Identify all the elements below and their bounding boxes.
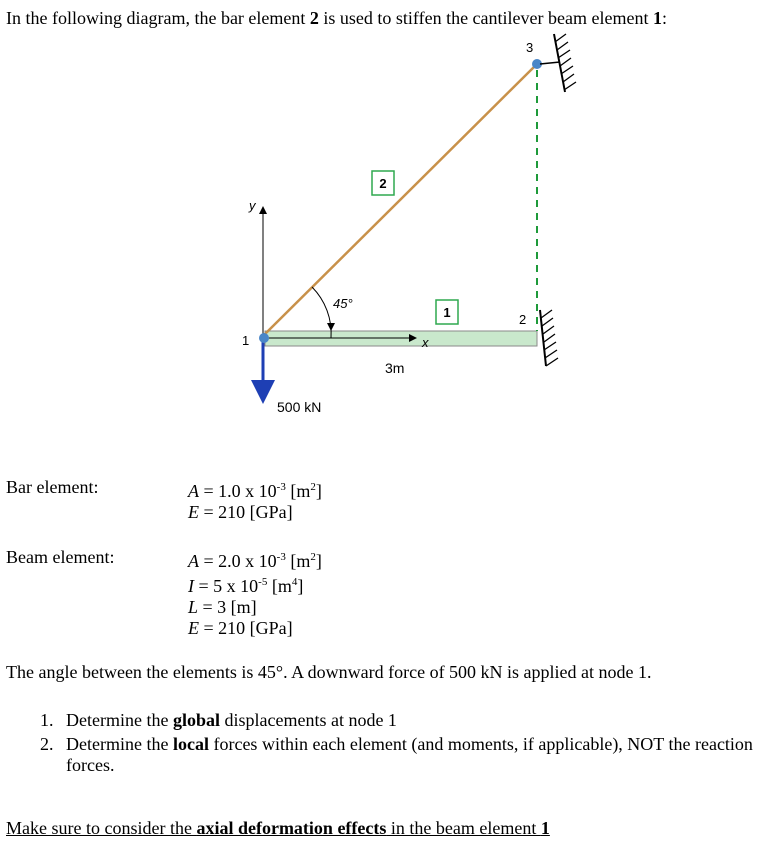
node-1-label: 1 xyxy=(242,333,250,348)
bar-element-heading: Bar element: xyxy=(6,477,99,497)
beam-prop-length: L = 3 [m] xyxy=(188,597,257,617)
deformation-note: Make sure to consider the axial deformation effects in the beam element 1 xyxy=(6,818,550,838)
beam-prop-area: A = 2.0 x $10^{-3}$ $[m^2]$ xyxy=(188,551,322,571)
bar-prop-area: A = 1.0 x $10^{-3}$ $[m^2]$ xyxy=(188,481,322,501)
list-item: 1. Determine the global displacements at node 1 xyxy=(40,710,397,730)
problem-statement: The angle between the elements is 45°. A downward force of 500 kN is applied at node 1. xyxy=(6,662,652,682)
beam-prop-modulus: E = 210 [GPa] xyxy=(188,618,293,638)
length-label: 3m xyxy=(385,360,405,376)
y-axis-label: y xyxy=(249,198,256,213)
angle-arc xyxy=(312,287,331,338)
fixed-support-node-2 xyxy=(540,310,558,366)
node-2-label: 2 xyxy=(519,312,527,327)
force-label: 500 kN xyxy=(277,399,322,415)
element-1-label: 1 xyxy=(443,305,451,320)
list-item: 2. Determine the local forces within each element (and moments, if applicable), NOT the reaction forces. xyxy=(40,734,753,775)
beam-prop-inertia: I = 5 x $10^{-5}$ $[m^4]$ xyxy=(188,576,304,596)
bar-element-properties xyxy=(188,477,322,523)
beam-element-properties xyxy=(188,547,322,639)
angle-label: 45° xyxy=(333,296,353,311)
node-1 xyxy=(259,333,269,343)
bar-prop-modulus: E = 210 [GPa] xyxy=(188,502,293,522)
intro-bar-number: 2 xyxy=(309,8,319,28)
intro-beam-number: 1 xyxy=(652,8,662,28)
x-axis-label: x xyxy=(422,335,429,350)
beam-element-heading: Beam element: xyxy=(6,547,115,567)
task-list xyxy=(6,710,770,776)
fixed-support-node-3 xyxy=(540,34,576,92)
node-3-label: 3 xyxy=(526,40,534,55)
element-2-label: 2 xyxy=(379,176,387,191)
bar-element-2 xyxy=(265,64,537,334)
intro-text: In the following diagram, the bar element 2 is used to stiffen the cantilever beam element 1: xyxy=(6,8,667,28)
